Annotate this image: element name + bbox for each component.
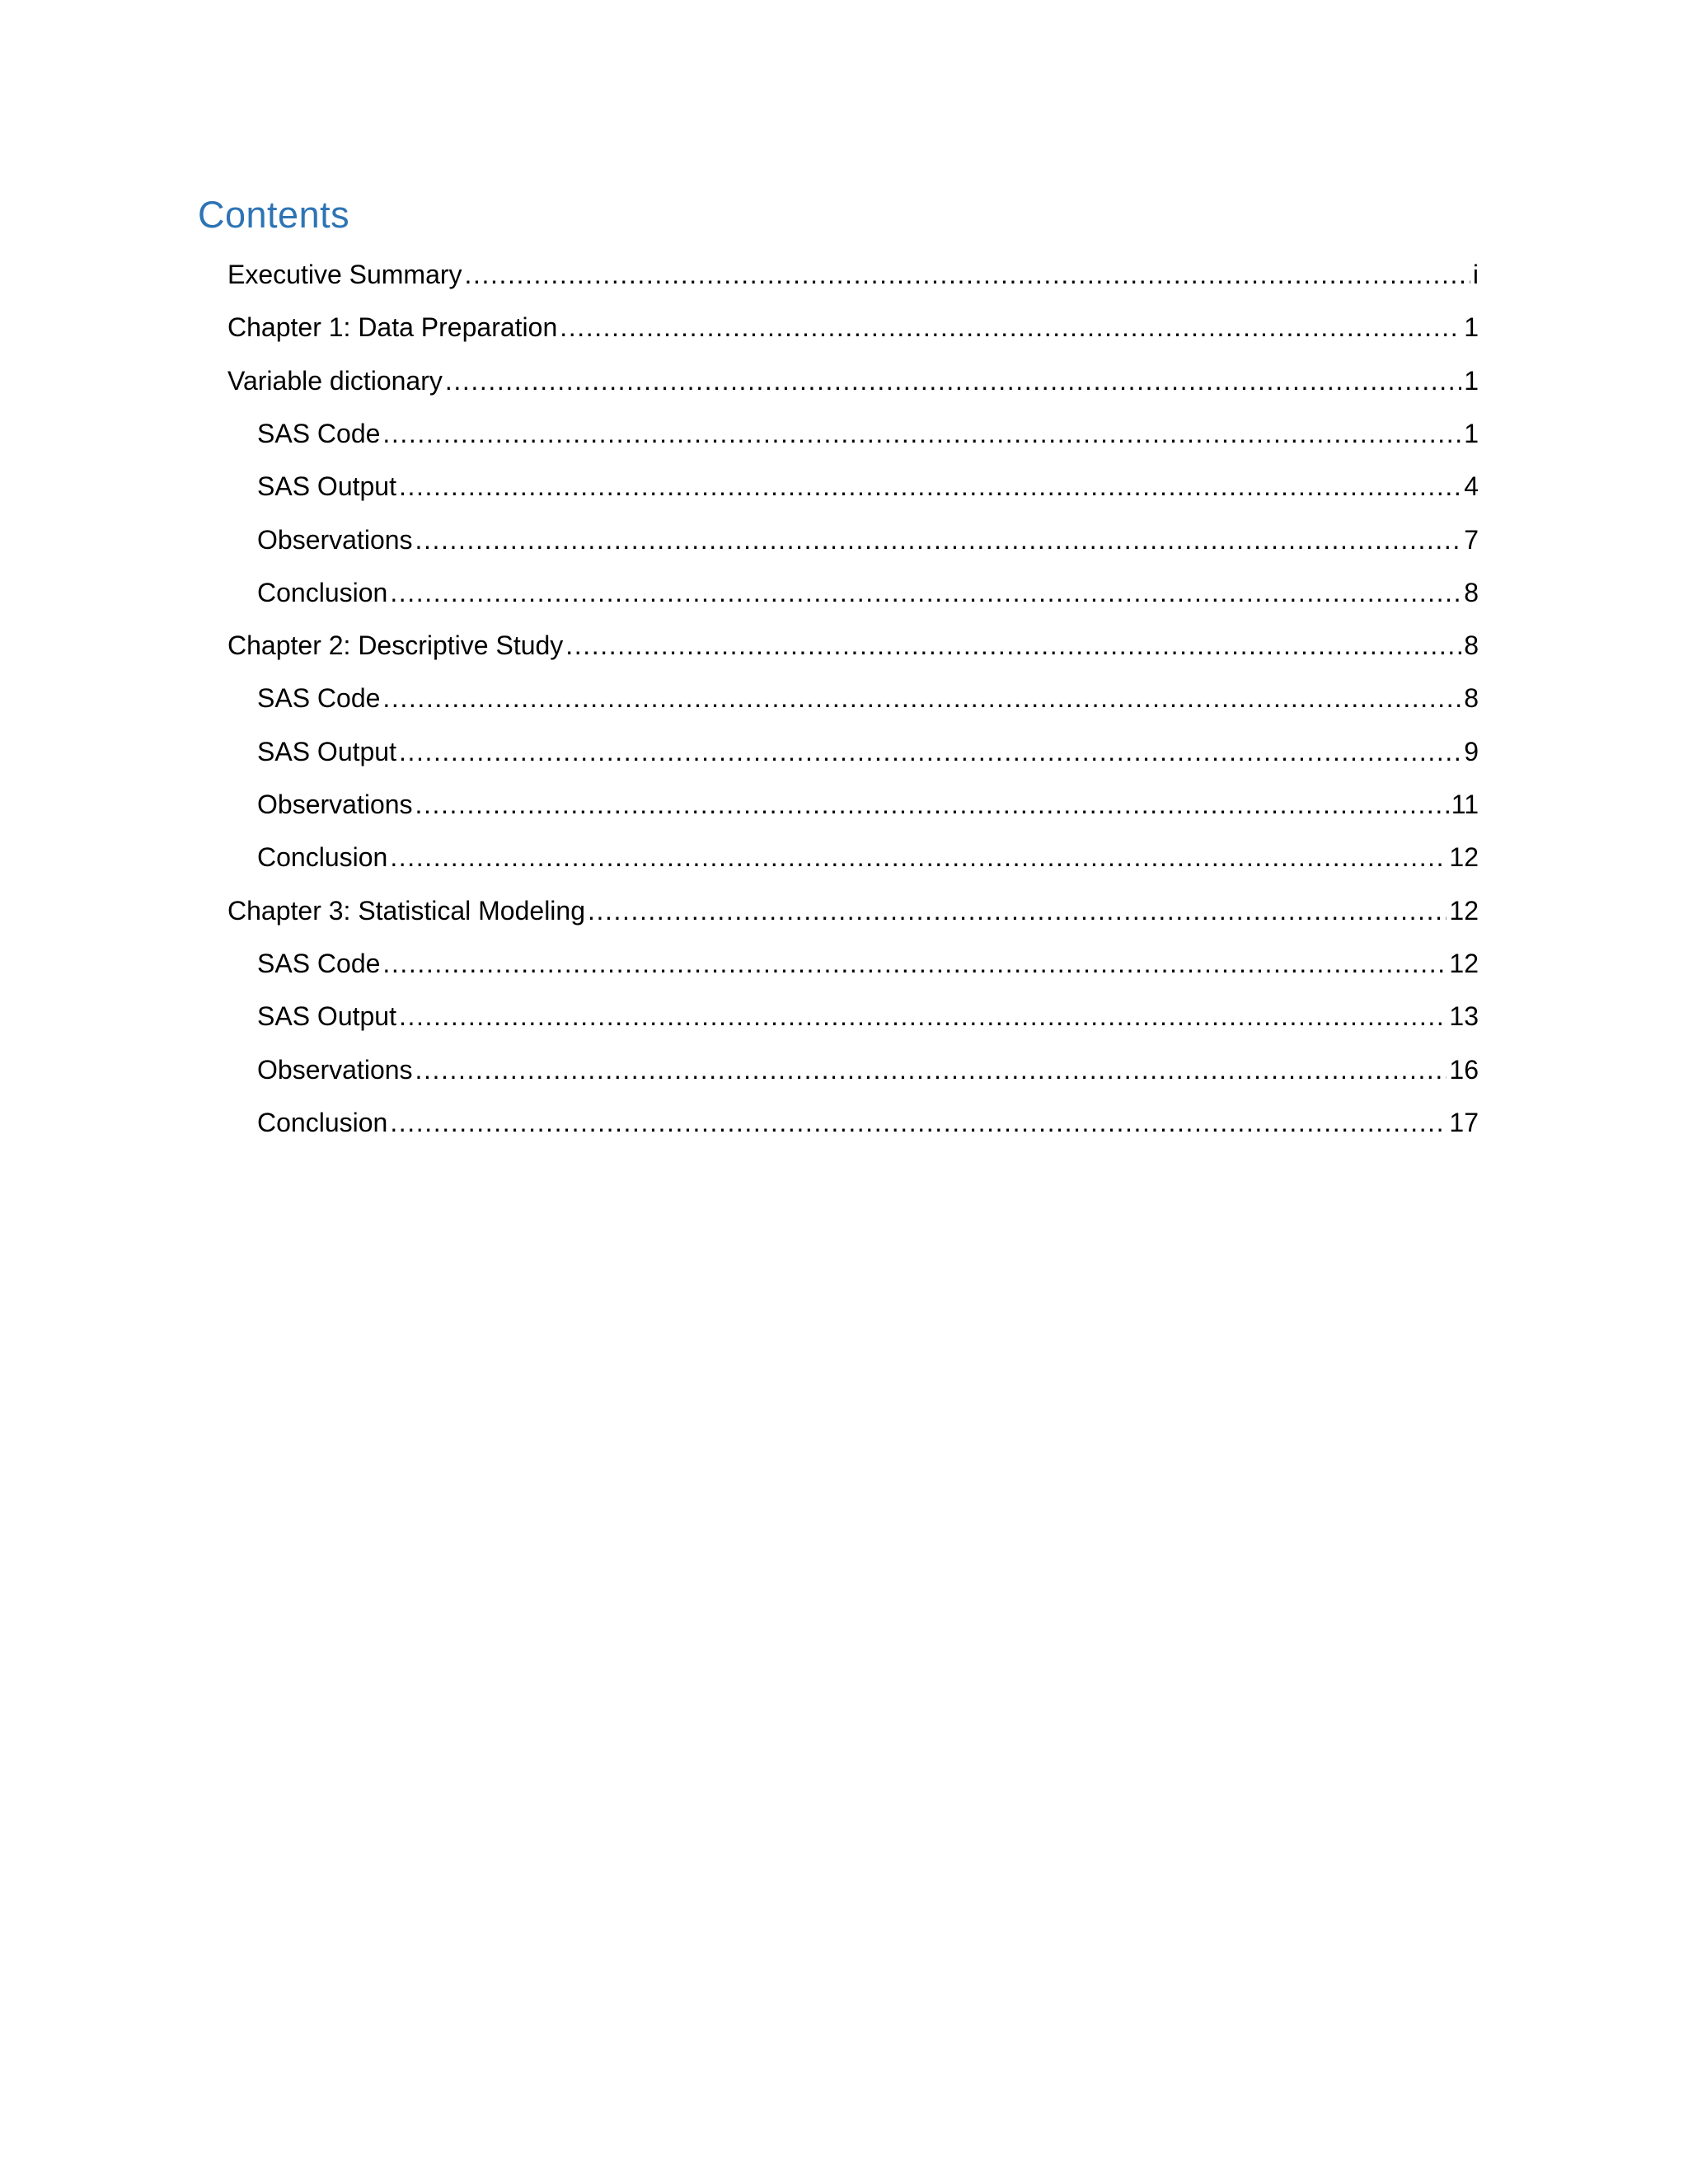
toc-dot-leader [565,626,1461,664]
toc-entry[interactable] [227,362,1479,400]
toc-page-number: 11 [1451,790,1479,819]
toc-entry[interactable] [257,415,1479,452]
toc-page-number: 12 [1449,896,1479,926]
toc-entry[interactable] [257,521,1479,559]
toc-dot-leader [382,944,1447,982]
toc-entry-label: SAS Code [257,419,381,448]
toc-dot-leader [588,892,1447,930]
toc-entry-label: SAS Code [257,949,381,978]
toc-entry-label: Conclusion [257,1108,388,1137]
toc-page-number: 8 [1464,578,1479,607]
toc-page-number: 12 [1449,949,1479,978]
toc-entry-label: Executive Summary [227,260,462,289]
toc-page-number: 8 [1464,683,1479,713]
toc-entry[interactable] [257,997,1479,1035]
toc-entry[interactable] [227,255,1479,293]
toc-entry-label: Observations [257,1055,413,1085]
toc-entry[interactable] [257,679,1479,717]
toc-dot-leader [560,308,1461,346]
toc-dot-leader [415,785,1449,823]
toc-entry[interactable] [257,838,1479,876]
toc-page-number: 7 [1464,525,1479,555]
toc-entry[interactable] [257,467,1479,505]
toc-page-number: i [1472,260,1479,289]
toc-heading: Contents [198,194,350,236]
toc-entry-label: SAS Code [257,683,381,713]
toc-entry[interactable] [257,944,1479,982]
toc-entry-label: SAS Output [257,471,396,501]
toc-entry-label: Chapter 1: Data Preparation [227,312,558,342]
toc-entry[interactable] [257,574,1479,612]
toc-dot-leader [415,521,1462,559]
toc-page-number: 1 [1464,419,1479,448]
toc-entry-label: Variable dictionary [227,366,443,396]
toc-entry-label: Conclusion [257,578,388,607]
toc-page-number: 9 [1464,737,1479,766]
toc-entry-label: Conclusion [257,842,388,872]
toc-entry-label: Chapter 2: Descriptive Study [227,630,564,660]
toc-entry[interactable] [227,308,1479,346]
toc-dot-leader [465,255,1470,293]
toc-entry[interactable] [257,1051,1479,1089]
toc-page-number: 1 [1464,366,1479,396]
toc-page-number: 12 [1449,842,1479,872]
toc-page-number: 8 [1464,630,1479,660]
toc-dot-leader [382,415,1461,452]
toc-entry[interactable] [227,892,1479,930]
toc-entry-label: Observations [257,790,413,819]
toc-dot-leader [415,1051,1447,1089]
toc-dot-leader [399,733,1461,771]
toc-entry-label: Chapter 3: Statistical Modeling [227,896,585,926]
toc-page-number: 13 [1449,1001,1479,1031]
toc-page-number: 4 [1464,471,1479,501]
toc-entry-label: SAS Output [257,737,396,766]
toc-dot-leader [445,362,1461,400]
toc-dot-leader [382,679,1461,717]
toc-entry-label: Observations [257,525,413,555]
toc-dot-leader [399,997,1447,1035]
toc-page-number: 16 [1449,1055,1479,1085]
toc-dot-leader [390,574,1461,612]
toc-entry[interactable] [257,733,1479,771]
toc-entry-label: SAS Output [257,1001,396,1031]
toc-page-number: 1 [1464,312,1479,342]
toc-entry[interactable] [257,1104,1479,1141]
toc-page-number: 17 [1449,1108,1479,1137]
toc-dot-leader [399,467,1461,505]
toc-entry[interactable] [227,626,1479,664]
toc-dot-leader [390,838,1447,876]
toc-entry[interactable] [257,785,1479,823]
toc-dot-leader [390,1104,1447,1141]
